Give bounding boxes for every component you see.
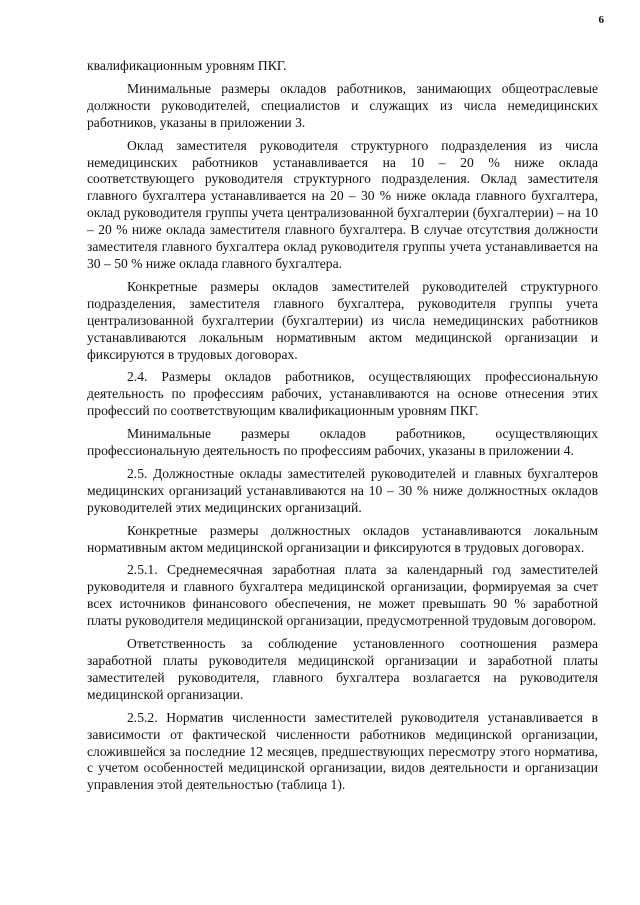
paragraph-2-4: 2.4. Размеры окладов работников, осуществляющих профессиональную деятельность по профессиям рабочих, устанавливаются на основе отнесения этих профессий по соответствующим квалификационным уровням ПКГ. xyxy=(87,369,598,419)
paragraph-continuation: квалификационным уровням ПКГ. xyxy=(87,58,287,73)
document-body xyxy=(87,58,598,800)
paragraph-2-5-1: 2.5.1. Среднемесячная заработная плата за календарный год заместителей руководителя и главного бухгалтера медицинской организации, формируемая за счет всех источников финансового обеспечения, не может превышать 90 % заработной платы руководителя медицинской организации, предусмотренной трудовым договором. xyxy=(87,562,598,629)
paragraph-2-5: 2.5. Должностные оклады заместителей руководителей и главных бухгалтеров медицинских организаций устанавливаются на 10 – 30 % ниже должностных окладов руководителей этих медицинских организаций. xyxy=(87,465,598,515)
paragraph-specific-salaries: Конкретные размеры окладов заместителей руководителей структурного подразделения, заместителя главного бухгалтера, руководителя группы учета централизованной бухгалтерии (бухгалтерии) из числа немедицинских работников устанавливаются локальным нормативным актом медицинской организации и фиксируются в трудовых договорах. xyxy=(87,278,598,362)
paragraph-2-5-2: 2.5.2. Норматив численности заместителей руководителя устанавливается в зависимости от фактической численности работников медицинской организации, сложившейся за последние 12 месяцев, предшествующих пересмотру этого норматива, с учетом особенностей медицинской организации, видов деятельности и организации управления этой деятельностью (таблица 1). xyxy=(87,709,598,793)
paragraph-min-salaries-workers: Минимальные размеры окладов работников, осуществляющих профессиональную деятельность по профессиям рабочих, указаны в приложении 4. xyxy=(87,426,598,459)
paragraph-local-act: Конкретные размеры должностных окладов устанавливаются локальным нормативным актом медицинской организации и фиксируются в трудовых договорах. xyxy=(87,522,598,555)
paragraph-min-salaries-nonmedical: Минимальные размеры окладов работников, занимающих общеотраслевые должности руководителей, специалистов и служащих из числа немедицинских работников, указаны в приложении 3. xyxy=(87,80,598,130)
page-number: 6 xyxy=(598,14,604,26)
paragraph-deputy-salaries: Оклад заместителя руководителя структурного подразделения из числа немедицинских работников устанавливается на 10 – 20 % ниже оклада соответствующего руководителя структурного подразделения. Оклад заместителя главного бухгалтера устанавливается на 20 – 30 % ниже оклада главного бухгалтера, оклад руководителя группы учета централизованной бухгалтерии (бухгалтерии) – на 10 – 20 % ниже оклада заместителя главного бухгалтера. В случае отсутствия должности заместителя главного бухгалтера оклад руководителя группы учета устанавливается на 30 – 50 % ниже оклада главного бухгалтера. xyxy=(87,137,598,271)
paragraph-responsibility: Ответственность за соблюдение установленного соотношения размера заработной платы руководителя медицинской организации и заработной платы заместителей руководителя, главного бухгалтера возлагается на руководителя медицинской организации. xyxy=(87,636,598,702)
